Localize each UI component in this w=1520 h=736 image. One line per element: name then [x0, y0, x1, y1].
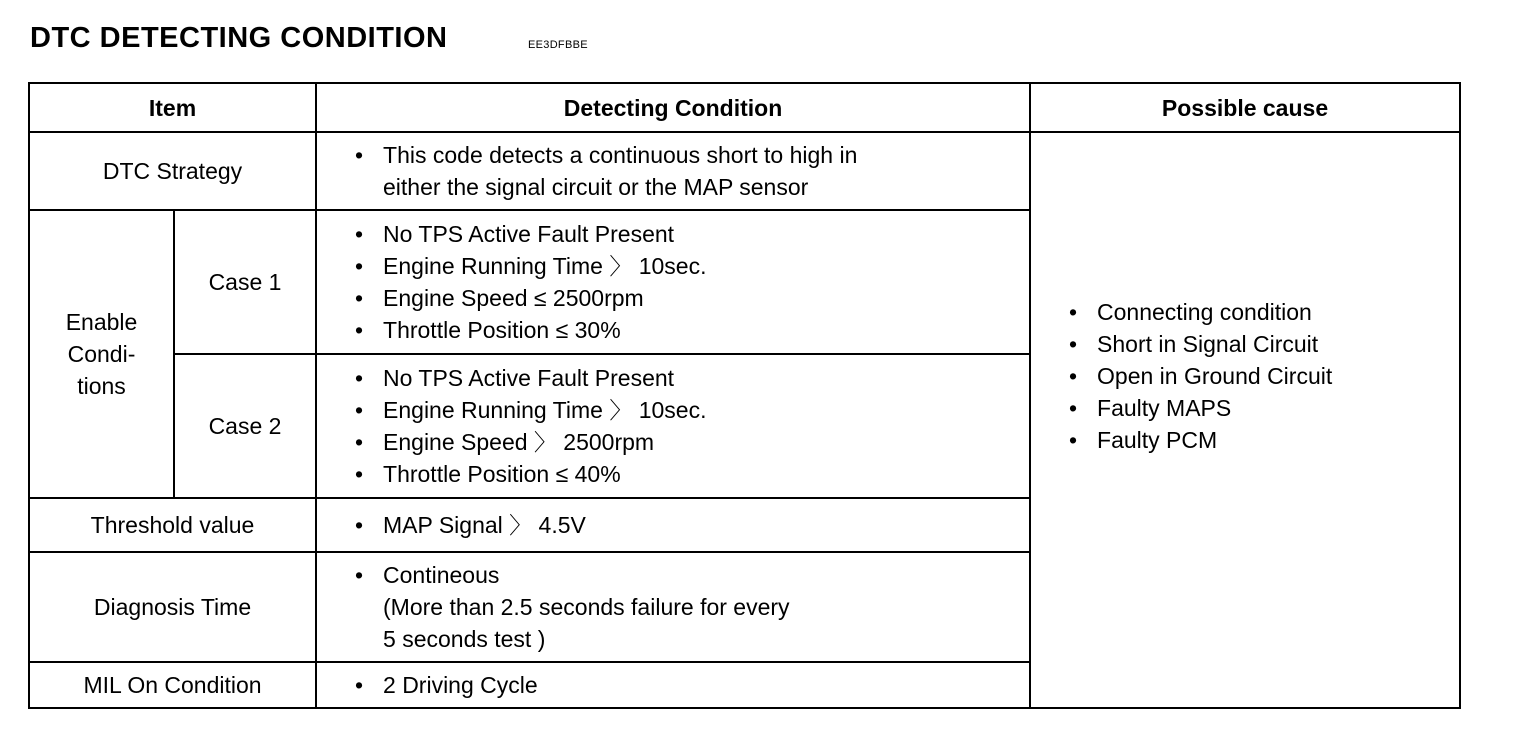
- list-item: • Connecting condition: [1069, 296, 1459, 328]
- diagnosis-note-line: 5 seconds test ): [383, 626, 546, 652]
- case2-label: Case 2: [174, 354, 316, 498]
- header-detecting-condition: Detecting Condition: [316, 83, 1030, 132]
- list-item: • Faulty PCM: [1069, 424, 1459, 456]
- dtc-strategy-label: DTC Strategy: [29, 132, 316, 210]
- diagnosis-time-label: Diagnosis Time: [29, 552, 316, 662]
- header-item: Item: [29, 83, 316, 132]
- dtc-strategy-condition: [316, 132, 1030, 210]
- list-item: • Engine Speed ≤ 2500rpm: [355, 282, 1029, 314]
- list-item: • Engine Speed 〉 2500rpm: [355, 426, 1029, 458]
- threshold-condition: [316, 498, 1030, 552]
- case1-label: Case 1: [174, 210, 316, 354]
- case2-conditions: [316, 354, 1030, 498]
- list-item: • Open in Ground Circuit: [1069, 360, 1459, 392]
- list-item: • MAP Signal 〉 4.5V: [355, 509, 1029, 541]
- threshold-label: Threshold value: [29, 498, 316, 552]
- mil-on-condition-value: [316, 662, 1030, 708]
- page-title: DTC DETECTING CONDITION: [30, 22, 448, 54]
- list-item: • Engine Running Time 〉 10sec.: [355, 394, 1029, 426]
- diagnosis-time-condition: [316, 552, 1030, 662]
- list-item: • No TPS Active Fault Present: [355, 218, 1029, 250]
- list-item: • No TPS Active Fault Present: [355, 362, 1029, 394]
- list-item: • 2 Driving Cycle: [355, 669, 1029, 701]
- header-possible-cause: Possible cause: [1030, 83, 1460, 132]
- list-item: • Engine Running Time 〉 10sec.: [355, 250, 1029, 282]
- document-code: EE3DFBBE: [528, 39, 588, 51]
- list-item: • This code detects a continuous short to high in either the signal circuit or the MAP sensor: [355, 139, 1029, 203]
- list-item: • Short in Signal Circuit: [1069, 328, 1459, 360]
- mil-on-condition-label: MIL On Condition: [29, 662, 316, 708]
- list-item: • Contineous: [355, 559, 1029, 591]
- list-item: • Throttle Position ≤ 40%: [355, 458, 1029, 490]
- dtc-condition-table: [28, 82, 1461, 709]
- list-item: • Faulty MAPS: [1069, 392, 1459, 424]
- possible-cause-cell: [1030, 132, 1460, 708]
- table-header-row: [29, 83, 1460, 132]
- case1-conditions: [316, 210, 1030, 354]
- enable-conditions-label: Enable Condi- tions: [29, 210, 174, 498]
- list-item: • Throttle Position ≤ 30%: [355, 314, 1029, 346]
- table-row: [29, 132, 1460, 210]
- diagnosis-note-line: (More than 2.5 seconds failure for every: [383, 594, 790, 620]
